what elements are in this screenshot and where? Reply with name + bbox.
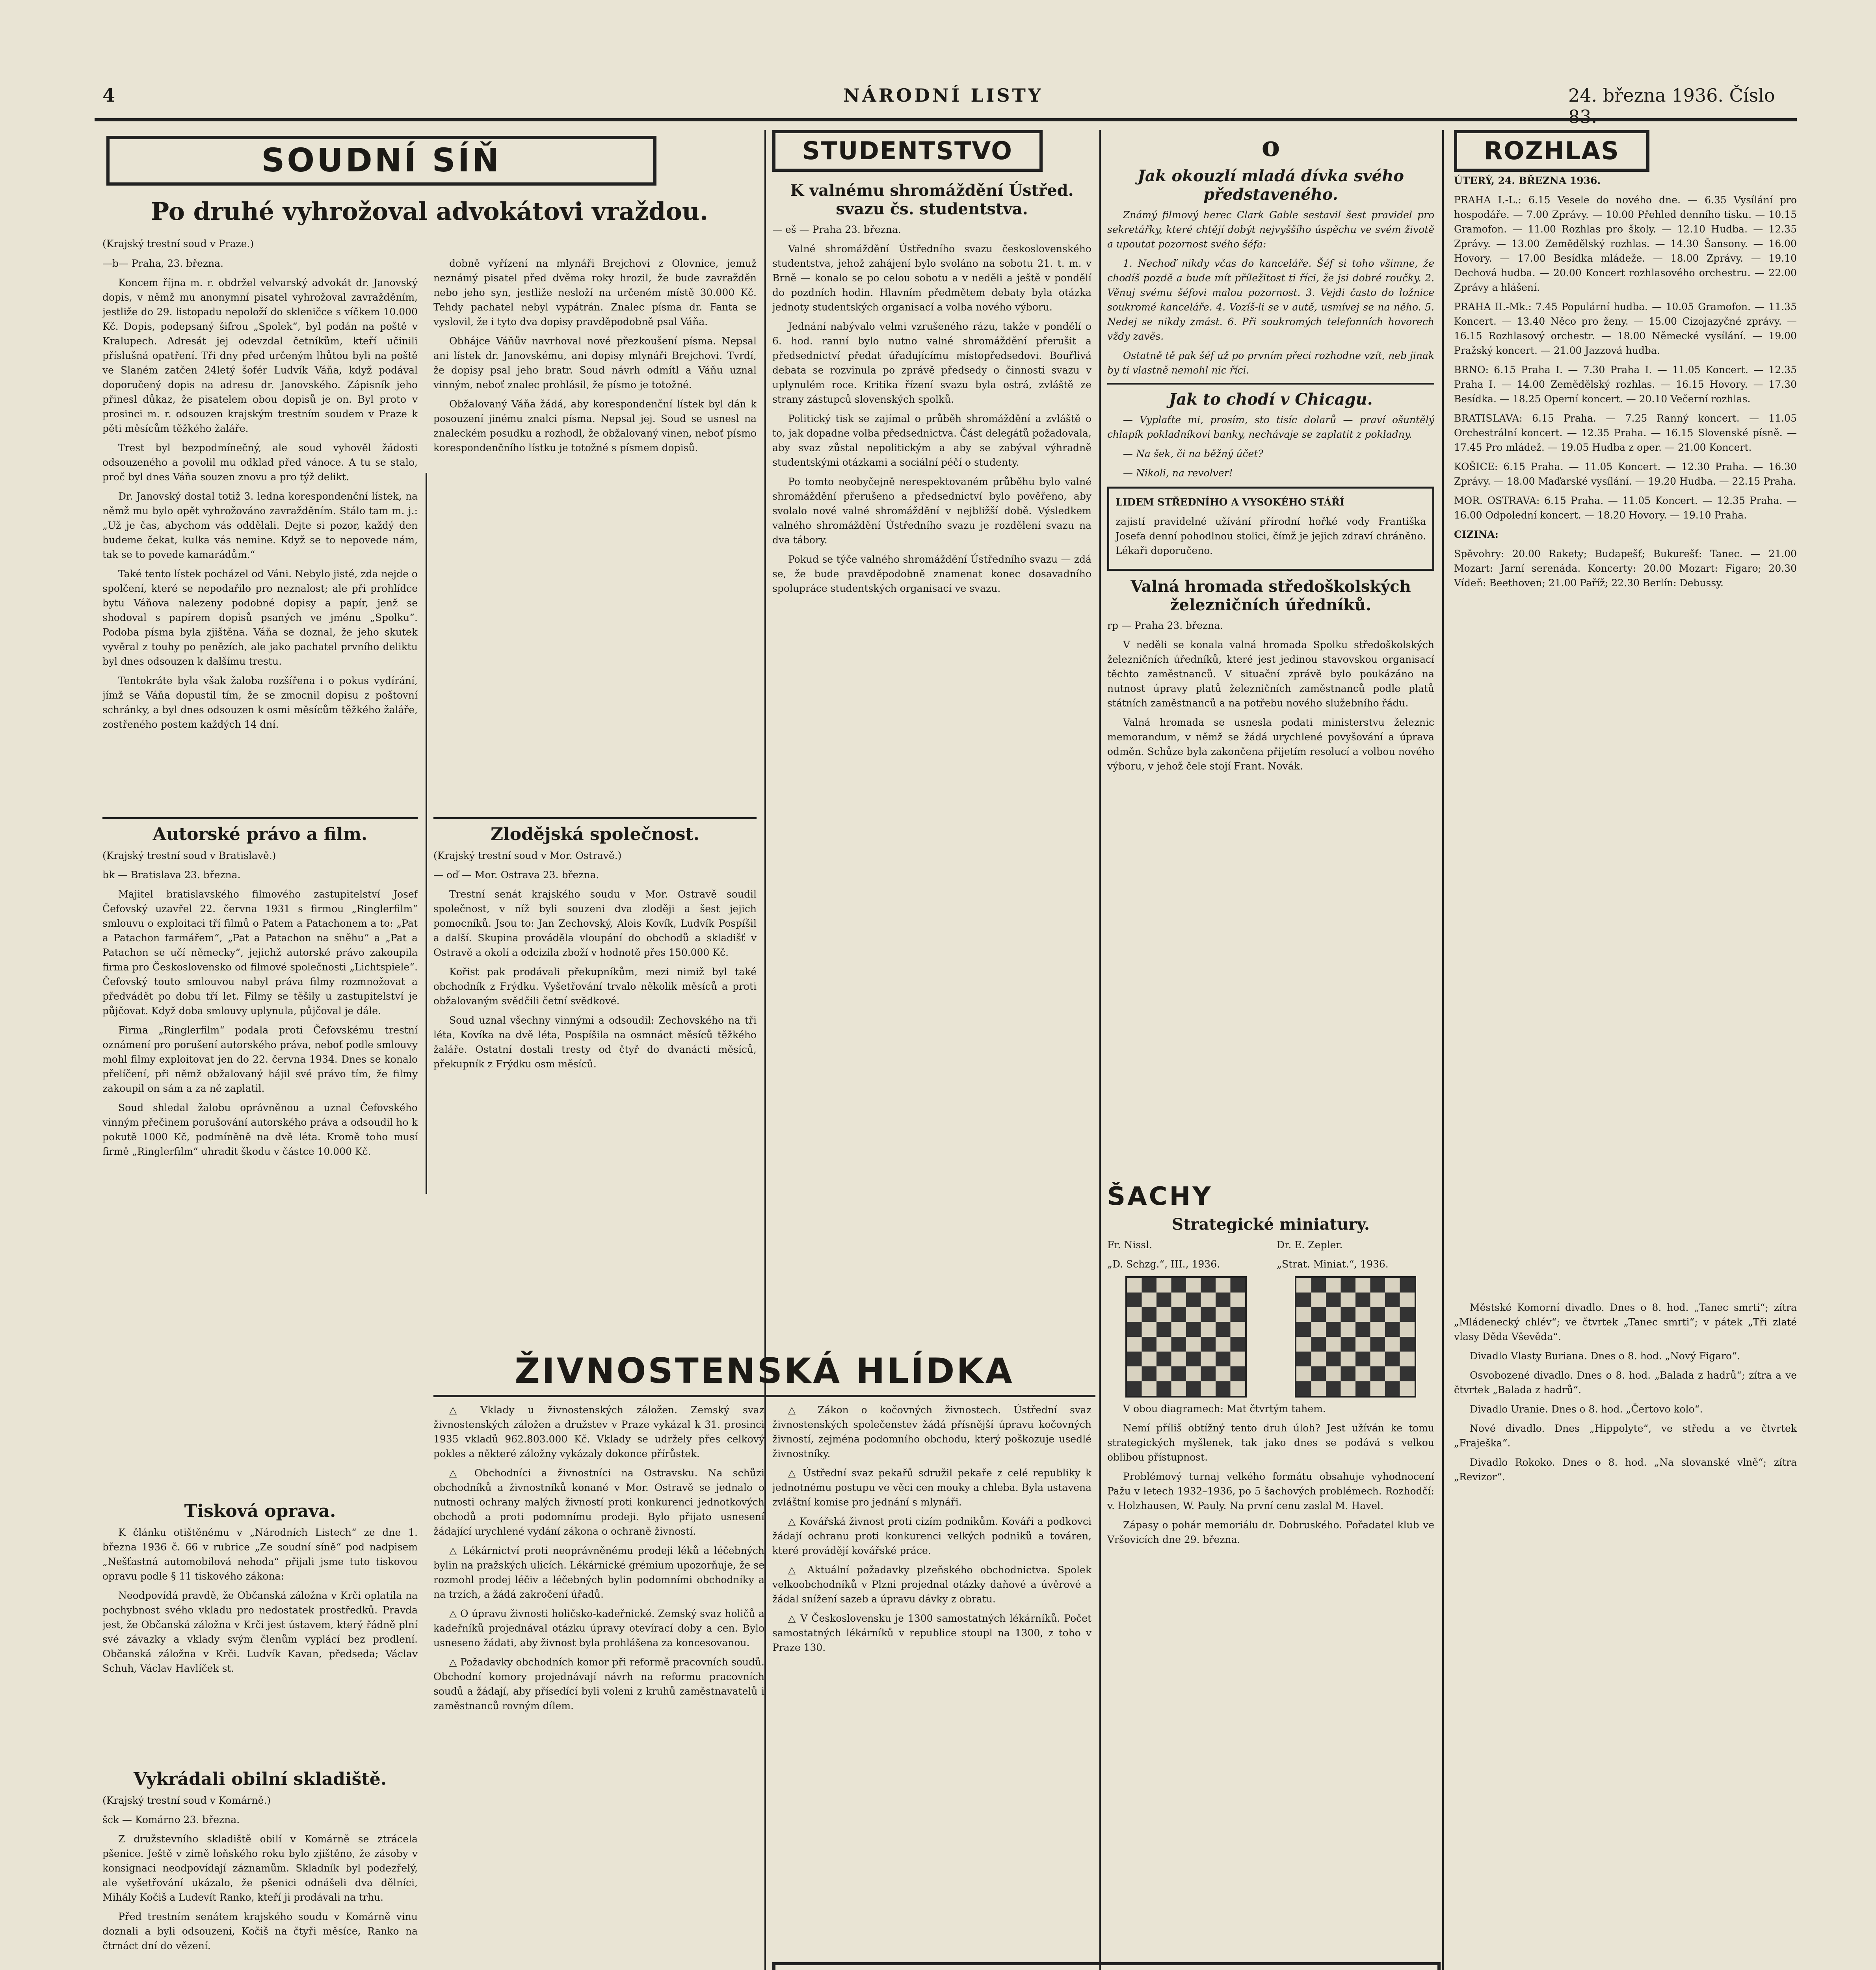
article-headline: Valná hromada středoškolských železničních úředníků. [1130,577,1411,614]
paragraph: 1. Nechoď nikdy včas do kanceláře. Šéf si toho všimne, že chodíš pozdě a bude mít příležitost ti říci, že jsi dobré roučky. 2. Věnuj svému šéfovi malou pozornost. 3. Vejdi často do ložnice soukromé kanceláře. 4. Vozíš-li se v autě, usmívej se na něho. 5. Nedej se nikdy zmást. 6. Při soukromých telefonních hovorech vždy zavěs. [1107,258,1434,342]
paragraph: Nové divadlo. Dnes „Hippolyte“, ve středu a ve čtvrtek „Fraješka“. [1454,1423,1797,1449]
running-head [102,85,1797,127]
paragraph: V obou diagramech: Mat čtvrtým tahem. [1123,1403,1326,1414]
ad-headline: LIDEM STŘEDNÍHO A VYSOKÉHO STÁŘÍ [1116,496,1344,508]
article-source: (Krajský trestní soud v Praze.) [102,238,254,249]
radio-programme: BRATISLAVA: 6.15 Praha. — 7.25 Ranný koncert. — 11.05 Orchestrální koncert. — 12.35 Praha. — 16.15 Slovenské písně. — 17.45 Pro mládež. — 19.05 Hudba z oper. — 21.00 Koncert. [1454,413,1797,453]
paragraph: Neodpovídá pravdě, že Občanská záložna v Krči oplatila na pochybnost svého vkladu pro nedostatek prostředků. Pravda jest, že Občanská záložna v Krči jest ústavem, který řádně plní své závazky a vklady svým členům vyplácí bez prodlení. Občanská záložna v Krči. Ludvík Kavan, předseda; Václav Schuh, Václav Havlíček st. [102,1590,418,1674]
paragraph: △ V Československu je 1300 samostatných lékárníků. Počet samostatných lékárníků v republice stoupl na 1300, z toho v Praze 130. [772,1613,1091,1653]
article-body [102,256,418,827]
article-body [102,1497,418,1753]
paragraph: Zápasy o pohár memoriálu dr. Dobruského. Pořadatel klub ve Vršovicích dne 29. března. [1107,1519,1434,1545]
section-title-sachy: ŠACHY [1107,1182,1213,1211]
paragraph: Jednání nabývalo velmi vzrušeného rázu, takže v pondělí o 6. hod. ranní bylo nutno valné shromáždění přerušit a předsednictví předat úřadujícímu místopředsedovi. Bouřlivá debata se rozvinula po zprávě předsedy o činnosti svazu v uplynulém roce. Kritika řízení svazu byla ostrá, zvláště ze strany zástupců slovenských spolků. [772,321,1091,405]
column-rule [764,130,766,1970]
paragraph: K článku otištěnému v „Národních Listech“ ze dne 1. března 1936 č. 66 v rubrice „Ze soudní síně“ pod nadpisem „Nešťastná automobilová nehoda“ přijali jsme tuto tiskovou opravu podle § 11 tiskového zákona: [102,1527,418,1582]
divider [1107,383,1434,385]
rozhlas-day: ÚTERÝ, 24. BŘEZNA 1936. [1454,175,1601,186]
dateline: šck — Komárno 23. března. [102,1814,240,1825]
radio-programme: BRNO: 6.15 Praha I. — 7.30 Praha I. — 11.05 Koncert. — 12.35 Praha I. — 14.00 Zemědělský rozhlas. — 16.15 Hovory. — 17.30 Besídka. — 18.25 Operní koncert. — 20.10 Večerní rozhlas. [1454,364,1797,405]
diagram-author: Dr. E. Zepler. [1277,1239,1343,1251]
radio-programme: KOŠICE: 6.15 Praha. — 11.05 Koncert. — 12.30 Praha. — 16.30 Zprávy. — 18.00 Maďarské vysílání. — 19.20 Hudba. — 22.15 Praha. [1454,461,1797,487]
rozhlas-col [1454,173,1797,1269]
dateline: — oď — Mor. Ostrava 23. března. [433,869,599,881]
paragraph: Také tento lístek pocházel od Váni. Nebylo jisté, zda nejde o spolčení, které se nepodařilo pro neznalost; ale při prohlídce bytu Váňova nalezeny podobné dopisy a papír, jenž se shodoval s papírem dopisů psaných ve jménu „Spolku“. Podoba písma byla zjištěna. Váňa se doznal, že jeho skutek vyvěral z touhy po penězích, ale jako pachatel prvního deliktu byl dnes odsouzen k dalšímu trestu. [102,568,418,667]
paragraph: △ Zákon o kočovných živnostech. Ústřední svaz živnostenských společenstev žádá přísnější úpravu kočovných živností, zejména podomního obchodu, který poškozuje usedlé živnostníky. [772,1404,1091,1459]
article-headline: Vykrádali obilní skladiště. [133,1769,387,1789]
paragraph: — Na šek, či na běžný účet? [1123,448,1263,459]
paragraph: Z družstevního skladiště obilí v Komárně se ztrácela pšenice. Ještě v zimě loňského roku bylo zjištěno, že zásoby v konsignaci neodpovídají záznamům. Skladník byl podezřelý, ale vyšetřování ukázalo, že pšenici odnášeli dva dělníci, Mihály Kočiš a Ludevít Ranko, kteří ji prodávali na trhu. [102,1833,418,1903]
paragraph: Divadlo Uranie. Dnes o 8. hod. „Čertovo kolo“. [1470,1403,1703,1415]
paragraph: Valná hromada se usnesla podati ministerstvu železnic memorandum, v němž se žádá urychlené povyšování a úprava odměn. Schůze byla zakončena přijetím resolucí a volbou nového výboru, v jehož čele stojí Frant. Novák. [1107,717,1434,772]
article-headline: Jak to chodí v Chicagu. [1169,390,1373,409]
article-headline: Autorské právo a film. [152,824,368,844]
paragraph: △ Aktuální požadavky plzeňského obchodnictva. Spolek velkoobchodníků v Plzni projednal otázky daňové a úvěrové a žádal snížení sazeb a úpravu dávky z obratu. [772,1564,1091,1605]
diagram-source: „Strat. Miniat.“, 1936. [1277,1258,1389,1270]
banner-spolecensky-zivot [772,1962,1441,1970]
masthead: NÁRODNÍ LISTY [843,85,1043,106]
paragraph: Osvobozené divadlo. Dnes o 8. hod. „Balada z hadrů“; zítra a ve čtvrtek „Balada z hadrů“. [1454,1370,1797,1396]
radio-programme: PRAHA I.-L.: 6.15 Vesele do nového dne. — 6.35 Vysílání pro hospodáře. — 7.00 Zprávy. — 10.00 Přehled denního tisku. — 10.15 Gramofon. — 11.00 Rozhlas pro školy. — 12.10 Hudba. — 12.35 Zprávy. — 13.00 Zemědělský rozhlas. — 14.30 Šansony. — 16.00 Hovory. — 17.00 Besídka mládeže. — 18.00 Zprávy. — 19.10 Dechová hudba. — 20.00 Koncert rozhlasového orchestru. — 22.00 Zprávy a hlášení. [1454,194,1797,293]
paragraph: Kořist pak prodávali překupníkům, mezi nimiž byl také obchodník z Frýdku. Vyšetřování trvalo několik měsíců a proti obžalovaným svědčili četní svědkové. [433,966,757,1007]
paragraph: Soud uznal všechny vinnými a odsoudil: Zechovského na tři léta, Kovíka na dvě léta, Pospíšila na osmnáct měsíců těžkého žaláře. Ostatní dostali tresty od čtyř do dvanácti měsíců, překupník z Frýdku osm měsíců. [433,1015,757,1070]
article-headline: Po druhé vyhrožoval advokátovi vraždou. [151,197,708,226]
diagram-source: „D. Schzg.“, III., 1936. [1107,1258,1220,1270]
paragraph: Majitel bratislavského filmového zastupitelství Josef Čefovský uzavřel 22. června 1931 s firmou „Ringlerfilm“ smlouvu o exploitaci tří filmů o Patem a Patachonem a to: „Pat a Patachon farmářem“, „Pat a Patachon na sněhu“ a „Pat a Patachon se učí německy“, jejichž autorské právo zakoupila firma pro Československo od filmové společnosti „Lichtspiele“. Čefovský touto smlouvou nabyl práva filmy rozmnožovat a předvádět po dobu tří let. Filmy se těšily u zastupitelství je půjčovat. Když doba smlouvy uplynula, půjčoval je dále. [102,888,418,1017]
paragraph: Problémový turnaj velkého formátu obsahuje vyhodnocení Pažu v letech 1932–1936, po 5 šachových problémech. Rozhodčí: v. Holzhausen, W. Pauly. Na první cenu zaslal M. Havel. [1107,1471,1434,1511]
paragraph: △ Požadavky obchodních komor při reformě pracovních soudů. Obchodní komory projednávají návrh na reformu pracovních soudů a žádají, aby přísedící byli voleni z kruhů zaměstnavatelů i zaměstnanců rovným dílem. [433,1656,764,1712]
paragraph: Tentokráte byla však žaloba rozšířena i o pokus vydírání, jímž se Váňa dopustil tím, že se zmocnil dopisu z poštovní schránky, a byl dnes odsouzen k osmi měsícům těžkého žaláře, zostřeného postem každých 14 dní. [102,675,418,730]
date-issue: 24. března 1936. Číslo 83. [1568,85,1775,127]
dateline: — eš — Praha 23. března. [772,224,901,235]
diagram-author: Fr. Nissl. [1107,1239,1152,1251]
paragraph: △ Kovářská živnost proti cizím podnikům. Kováři a podkovci žádají ochranu proti konkurenci velkých podniků a továren, které provádějí kovářské práce. [772,1516,1091,1556]
abroad-title: CIZINA: [1454,529,1499,540]
article-body [102,1765,418,1970]
divider [433,817,757,819]
paragraph: Pokud se týče valného shromáždění Ústředního svazu — zdá se, že bude pravděpodobně znamenat konec dosavadního spolupráce studentských organisací ve svazu. [772,554,1091,594]
paragraph: dobně vyřízení na mlynáři Brejchovi z Olovnice, jemuž neznámý pisatel před dvěma roky hrozil, že bude zavražděn nebo jeho syn, jestliže nesloží na určeném místě 30.000 Kč. Tehdy pachatel nebyl vypátrán. Znalec písma dr. Fanta se vyslovil, že i tyto dva dopisy pravděpodobně psal Váňa. [433,258,757,327]
paragraph: — Vyplaťte mi, prosím, sto tisíc dolarů — praví ošuntělý chlapík pokladníkovi banky, nechávaje se zaplatit z pokladny. [1107,414,1434,440]
article-body [433,812,757,1304]
dateline: —b— Praha, 23. března. [102,258,224,269]
paragraph: Ostatně tě pak šéf už po prvním přeci rozhodne vzít, neb jinak by ti vlastně nemohl nic říci. [1107,350,1434,376]
divider [102,817,418,819]
dateline: bk — Bratislava 23. března. [102,869,241,881]
header-rule [95,118,1797,125]
paragraph: Trest byl bezpodmínečný, ale soud vyhověl žádosti odsouzeného a povolil mu odklad před vánoce. A tu se stalo, proč byl dnes Váňa souzen znovu a pro týž delikt. [102,442,418,483]
paragraph: Firma „Ringlerfilm“ podala proti Čefovskému trestní oznámení pro porušení autorského práva, neboť podle smlouvy mohl filmy exploitovat jen do 22. června 1934. Dnes se konalo přelíčení, při němž obžalovaný hájil své právo tím, že filmy zakoupil on sám a za ně zaplatil. [102,1024,418,1094]
article-headline: Zlodějská společnost. [490,824,700,844]
section-title-studentstvo: STUDENTSTVO [772,130,1043,172]
paragraph: Politický tisk se zajímal o průběh shromáždění a zvláště o to, jak dopadne volba předsednictva. Část delegátů požadovala, aby svaz zůstal nepolitickým a aby se zabýval výhradně studentskými otázkami a sociální péčí o studenty. [772,413,1091,468]
paragraph: △ Vklady u živnostenských záložen. Zemský svaz živnostenských záložen a družstev v Praze vykázal k 31. prosinci 1935 vkladů 962.803.000 Kč. Vklady se udržely přes celkový pokles a některé záložny vykázaly dokonce přírůstek. [433,1404,764,1459]
theatre-col [1454,1300,1797,1970]
paragraph: Obhájce Váňův navrhoval nové přezkoušení písma. Nepsal ani lístek dr. Janovskému, ani dopisy mlynáři Brejchovi. Tvrdí, že dopisy psal jeho bratr. Soud návrh odmítl a Váňu uznal vinným, neboť znalec prohlásil, že písmo je totožné. [433,335,757,390]
article-body-continued [433,256,757,788]
chess-diagram [1295,1276,1416,1398]
article-body [102,812,418,1363]
paragraph: Divadlo Vlasty Buriana. Dnes o 8. hod. „Nový Figaro“. [1470,1350,1740,1362]
paragraph: Známý filmový herec Clark Gable sestavil šest pravidel pro sekretářky, které chtějí dobýt nejvyššího úspěchu ve svém životě a upoutat pozornost svého šéfa: [1107,209,1434,250]
paragraph: V neděli se konala valná hromada Spolku středoškolských železničních úředníků, které jest jedinou stavovskou organisací těchto zaměstnanců. V situační zprávě bylo poukázáno na nutnost úpravy platů železničních zaměstnanců podle platů státních zaměstnanců a na potřebu nového služebního řádu. [1107,639,1434,709]
article-source: (Krajský trestní soud v Mor. Ostravě.) [433,850,622,861]
column-rule [1099,130,1101,1970]
paragraph: Po tomto neobyčejně nerespektovaném průběhu bylo valné shromáždění přerušeno a předsednictví bylo pověřeno, aby svolalo nové valné shromáždění v nejbližší době. Výsledkem valného shromáždění Ústředního svazu je rozdělení svazu na dva tábory. [772,476,1091,546]
paragraph: Dr. Janovský dostal totiž 3. ledna korespondenční lístek, na němž mu bylo opět vyhrožováno zavražděním. Stálo tam m. j.: „Už je čas, abychom vás oddělali. Dejte si pozor, každý den budeme čekat, kulka vás nemine. Když se to nepovede nám, tak se to povede kamarádům.“ [102,491,418,560]
paragraph: Trestní senát krajského soudu v Mor. Ostravě soudil společnost, v níž byli souzeni dva zloději a šest jejich pomocníků. Jsou to: Jan Zechovský, Alois Kovík, Ludvík Pospíšil a další. Skupina prováděla vloupání do obchodů a skladišť v Ostravě a okolí a odcizila zboží v hodnotě přes 150.000 Kč. [433,888,757,958]
article-source: (Krajský trestní soud v Komárně.) [102,1795,271,1806]
paragraph: △ Obchodníci a živnostníci na Ostravsku. Na schůzi obchodníků a živnostníků konané v Mor. Ostravě se jednalo o nutnosti ochrany malých živností proti konkurenci jednotkových obchodů a proti podomnímu prodeji. Bylo přijato usnesení žádající urychlené vydání zákona o ochraně živností. [433,1467,764,1537]
column-rule [426,473,427,1194]
chess-subtitle: Strategické miniatury. [1172,1215,1370,1234]
section-title-rozhlas: ROZHLAS [1454,130,1649,172]
chess-diagram [1125,1276,1247,1398]
paragraph: — Nikoli, na revolver! [1123,467,1233,479]
dateline: rp — Praha 23. března. [1107,620,1223,631]
middle-column [1107,130,1434,1186]
section-title-soudni-sin: SOUDNÍ SÍŇ [106,136,656,186]
paragraph: Městské Komorní divadlo. Dnes o 8. hod. „Tanec smrti“; zítra „Mládenecký chlév“; ve čtvrtek „Tanec smrti“; v pátek „Tři zlaté vlasy Děda Vševěda“. [1454,1302,1797,1342]
article-headline: Tisková oprava. [184,1501,336,1521]
abroad-programme: Spěvohry: 20.00 Rakety; Budapešť; Bukurešť: Tanec. — 21.00 Mozart: Jarní serenáda. Koncerty: 20.00 Mozart: Figaro; 20.30 Vídeň: Beethoven; 21.00 Paříž; 22.30 Berlín: Debussy. [1454,548,1797,589]
advertisement-box [1107,487,1434,571]
paragraph: △ O úpravu živnosti holičsko-kadeřnické. Zemský svaz holičů a kadeřníků projednával otázku úpravy otevírací doby a cen. Bylo usneseno žádati, aby živnost byla prohlášena za koncesovanou. [433,1608,764,1648]
paragraph: Před trestním senátem krajského soudu v Komárně vinu doznali a byli odsouzeni, Kočiš na čtyři měsíce, Ranko na čtrnáct dní do vězení. [102,1911,418,1951]
paragraph: Obžalovaný Váňa žádá, aby korespondenční lístek byl dán k posouzení jinému znalci písma. Nepsal jej. Soud se usnesl na znaleckém posudku a rozhodl, že obžalovaný vinen, neboť písmo korespondenčního lístku je totožné s písmem dopisů. [433,398,757,453]
ad-body: zajistí pravidelné užívání přírodní hořké vody Františka Josefa denní pohodlnou stolici, čímž je jejich zdraví chráněno. Lékaři doporučeno. [1116,516,1426,556]
column-rule [1442,130,1444,1970]
article-source: (Krajský trestní soud v Bratislavě.) [102,850,276,861]
section-title-zivnostenska: ŽIVNOSTENSKÁ HLÍDKA [433,1347,1095,1397]
paragraph: Soud shledal žalobu oprávněnou a uznal Čefovského vinným přečinem porušování autorského práva a odsoudil ho k pokutě 1000 Kč, podmíněně na dvě léta. Kromě toho musí firmě „Ringlerfilm“ uhradit škodu v částce 10.000 Kč. [102,1102,418,1157]
page-number: 4 [102,85,115,106]
ornament-icon: o [1261,130,1280,163]
paragraph: △ Ústřední svaz pekařů sdružil pekaře z celé republiky k jednotnému postupu ve věci cen mouky a chleba. Byla ustavena zvláštní komise pro jednání s mlynáři. [772,1467,1091,1508]
article-headline: K valnému shromáždění Ústřed. svazu čs. studentstva. [790,181,1074,218]
zivnostenska-col [772,1403,1091,1962]
zivnostenska-col [433,1403,764,1970]
studentstvo-article [772,177,1091,1202]
paragraph: Nemí příliš obtížný tento druh úloh? Jest užíván ke tomu strategických myšlenek, tak jako dnes se podává s velkou oblibou přístupnost. [1107,1422,1434,1463]
paragraph: Divadlo Rokoko. Dnes o 8. hod. „Na slovanské vlně“; zítra „Revizor“. [1454,1457,1797,1483]
radio-programme: PRAHA II.-Mk.: 7.45 Populární hudba. — 10.05 Gramofon. — 11.35 Koncert. — 13.40 Něco pro ženy. — 15.00 Cizojazyčné zprávy. — 16.15 Rozhlasový orchestr. — 18.00 Německé vysílání. — 19.00 Pražský koncert. — 21.00 Jazzová hudba. [1454,301,1797,356]
paragraph: △ Lékárnictví proti neoprávněnému prodeji léků a léčebných bylin na pražských ulicích. Lékárnické grémium upozorňuje, že se rozmohl prodej léčiv a léčebných bylin podomními obchodníky a na trzích, a žádá zakročení úřadů. [433,1545,764,1600]
article-headline: Jak okouzlí mladá dívka svého představeného. [1138,167,1404,204]
paragraph: Koncem října m. r. obdržel velvarský advokát dr. Janovský dopis, v němž mu anonymní pisatel vyhrožoval zavražděním, jestliže do 29. listopadu nepoloží do skleničce s víčkem 10.000 Kč. Dopis, podepsaný šifrou „Spolek“, byl podán na poště v Kralupech. Adresát jej odevzdal četníkům, kteří učinili příslušná opatření. Tři dny před určeným lhůtou byli na poště ve Slaném zatčen 24letý šofér Ludvík Váňa, když podával doporučený dopis na adresu dr. Janovského. Zápisník jeho přinesl důkaz, že pisatelem obou dopisů je on. Byl proto v prosinci m. r. odsouzen krajským trestním soudem v Praze k pěti měsícům těžkého žaláře. [102,277,418,434]
radio-programme: MOR. OSTRAVA: 6.15 Praha. — 11.05 Koncert. — 12.35 Praha. — 16.00 Odpolední koncert. — 18.20 Hovory. — 19.10 Praha. [1454,495,1797,521]
paragraph: Valné shromáždění Ústředního svazu československého studentstva, jehož zahájení bylo svoláno na sobotu 21. t. m. v Brně — konalo se po celou sobotu a v neděli a ještě v pondělí do pozdních hodin. Hlavním předmětem debaty byla otázka jednoty studentských organisací a volba nového výboru. [772,243,1091,313]
chess-section [1107,1182,1434,1970]
